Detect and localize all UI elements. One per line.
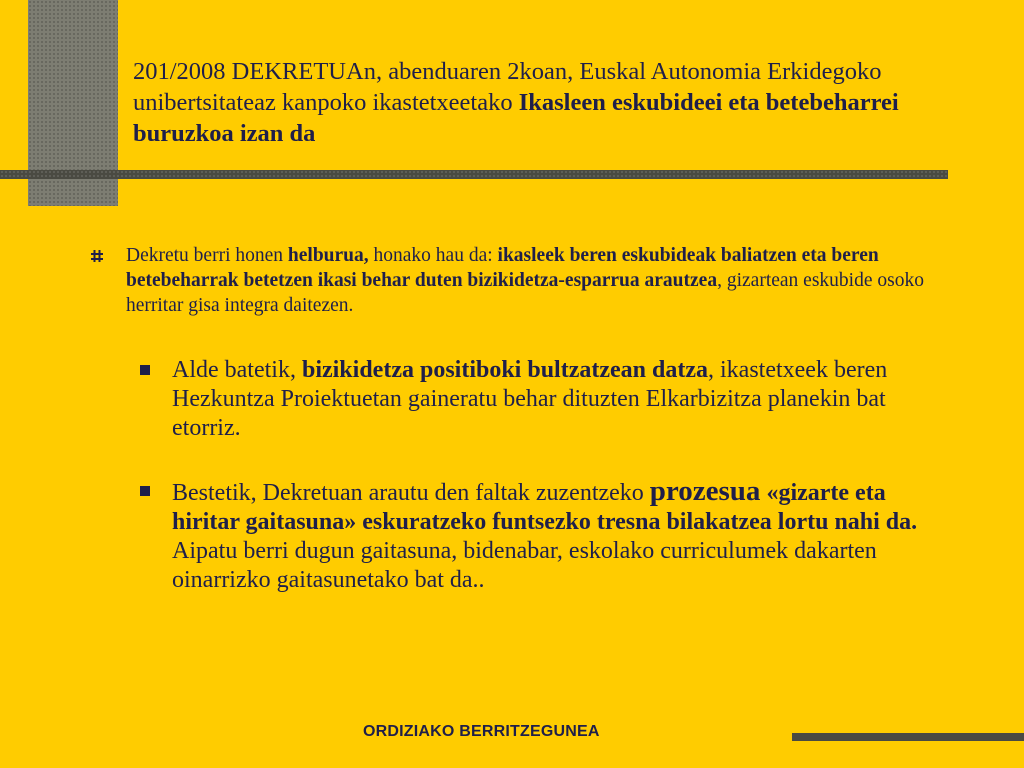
square-bullet-icon — [140, 486, 150, 496]
intro-text-3: , gizartean eskubide osoko herritar gisa integra daitezen. — [126, 270, 924, 316]
intro-bold-2: ikasleek beren eskubideak baliatzen eta beren betebeharrak betetzen ikasi behar duten bizikidetza-esparrua arautzea — [126, 245, 879, 291]
title-divider-bar — [0, 170, 948, 179]
intro-text-1: Dekretu berri honen — [126, 245, 288, 266]
list-item-text — [172, 356, 950, 443]
item2-text-2: Aipatu berri dugun gaitasuna, bidenabar, eskolako curriculumek dakarten oinarrizko gaitasunetako bat da.. — [172, 538, 877, 593]
footer-divider-bar — [792, 733, 1024, 741]
list-item — [140, 356, 950, 443]
intro-paragraph — [90, 243, 950, 318]
item1-text-2: , ikastetxeek beren Hezkuntza Proiektuetan gaineratu behar dituzten Elkarbizitza planekin bat etorriz. — [172, 357, 888, 441]
list-item-text — [172, 477, 950, 595]
hash-bullet-icon — [90, 249, 104, 263]
item2-big-bold: prozesua — [649, 475, 761, 507]
item1-bold-1: bizikidetza positiboki bultzatzean datza — [301, 357, 708, 383]
title-bold-text: Ikasleen eskubideei eta betebeharrei buruzkoa izan da — [133, 89, 899, 147]
title-text: 201/2008 DEKRETUAn, abenduaren 2koan, Euskal Autonomia Erkidegoko unibertsitateaz kanpoko ikastetxeetako — [133, 58, 882, 116]
slide-title — [133, 56, 983, 149]
intro-text — [126, 243, 950, 318]
footer-label: ORDIZIAKO BERRITZEGUNEA — [363, 723, 600, 740]
list-item — [140, 477, 950, 595]
intro-text-2: honako hau da: — [368, 245, 498, 266]
square-bullet-icon — [140, 365, 150, 375]
item2-text-1: Bestetik, Dekretuan arautu den faltak zuzentzeko — [172, 480, 650, 506]
intro-bold-1: helburua, — [287, 245, 369, 266]
item2-bold-1: «gizarte eta hiritar gaitasuna» eskuratzeko funtsezko tresna bilakatzea lortu nahi da. — [172, 480, 918, 535]
item1-text-1: Alde batetik, — [172, 357, 302, 383]
